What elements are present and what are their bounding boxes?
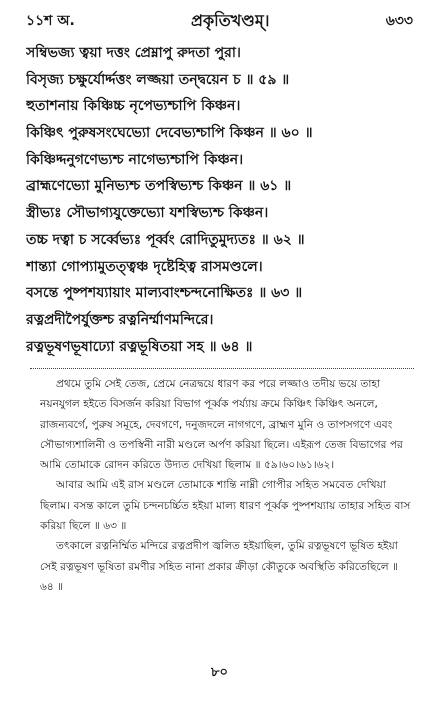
verse-line: ব্রাহ্মণেভ্যো মুনিভ্যশ্চ তপস্বিভ্যশ্চ কিঞ্চন ॥ ৬১ ॥	[26, 178, 292, 195]
sanskrit-verses	[26, 40, 426, 360]
verse-line: বসন্তে পুষ্পশয্যায়াং মাল্যবাংশ্চন্দনোক্ষিতঃ ॥ ৬৩ ॥	[26, 285, 303, 302]
verse-line: হুতাশনায় কিঞ্চিচ্চ নৃপেভ্যশ্চাপি কিঞ্চন।	[26, 98, 241, 115]
translation-paragraph: তৎকালে রত্ননির্ম্মিত মন্দিরে রত্নপ্রদীপ জ্বলিত হইয়াছিল, তুমি রত্নভূষণে ভূষিত হইয়া সেই রত্নভূষণ ভূষিতা রমণীর সহিত নানা প্রকার ক্রীড়া কৌতুকে অবস্থিতি করিতেছিলে ॥ ৬৪ ॥	[40, 540, 398, 593]
translation-paragraph: প্রথমে তুমি সেই তেজ, প্রেমে নেত্রদ্বয়ে ধারণ কর পরে লজ্জাও তদীয় ভয়ে তাহা নয়নযুগল হইতে বিসর্জন করিয়া বিভাগ পূর্ব্বক পর্য্যায় ক্রমে কিঞ্চিৎ কিঞ্চিৎ অনলে, রাজন্যবর্গে, পুরুষ সমূহে, দেবগণে, দনুজদলে নাগগণে, ব্রাহ্মণ মুনি ও তাপসগণে এবং সৌভাগ্যশালিনী ও তপস্বিনী নারী মণ্ডলে অর্পণ করিয়া ছিলে। এইরূপ তেজ বিভাগের পর আমি তোমাকে রোদন করিতে উদ্যত দেখিয়া ছিলাম ॥ ৫৯।৬০।৬১।৬২।	[40, 378, 403, 472]
verse-line: রত্নভূষণভূষাঢ্যো রত্নভূষিতয়া সহ ॥ ৬৪ ॥	[26, 338, 253, 355]
verse-line: কিঞ্চিদ্দনুগণেভ্যশ্চ নাগেভ্যশ্চাপি কিঞ্চন।	[26, 151, 244, 168]
page-number: ৬৩৩	[385, 13, 413, 29]
verse-line: তচ্চ দত্বা চ সর্ব্বেভ্যঃ পূর্ব্বং রোদিতুমুদ্যতঃ ॥ ৬২ ॥	[26, 231, 305, 248]
chapter-label: ১১শ অ.	[26, 13, 75, 29]
verse-line: শান্ত্যা গোপ্যামুতত্ত্বঞ্চ দৃষ্টেহিত্ব রাসমণ্ডলে।	[26, 258, 263, 275]
bengali-translation	[40, 374, 414, 597]
page-title: প্রকৃতিখণ্ডম্।	[191, 10, 270, 30]
verse-line: বিসৃজ্য চক্ষুর্যোর্দ্দত্তং লজ্জয়া তন্দ্বয়েন চ ॥ ৫৯ ॥	[26, 71, 290, 88]
running-header	[26, 6, 413, 36]
verse-line: স্ত্রীভ্যঃ সৌভাগ্যযুক্তেভ্যো যশস্বিভ্যশ্চ কিঞ্চন।	[26, 205, 269, 222]
translation-paragraph: আবার আমি এই রাস মণ্ডলে তোমাকে শান্তি নাম্নী গোপীর সহিত সমবেত দেখিয়া ছিলাম। বসন্ত কালে তুমি চন্দনচর্চ্চিত হইয়া মাল্য ধারণ পূর্ব্বক পুষ্পশয্যায় তাহার সহিত বাস করিয়া ছিলে ॥ ৬৩ ॥	[40, 479, 411, 533]
verse-line: কিঞ্চিৎ পুরুষসংঘেভ্যো দেবেভ্যশ্চাপি কিঞ্চন ॥ ৬০ ॥	[26, 125, 313, 142]
verse-line: রত্নপ্রদীপৈর্যুক্তশ্চ রত্ননির্ম্মাণমন্দিরে।	[26, 311, 214, 328]
verse-line: সম্বিভজ্য ত্বয়া দত্তং প্রেম্নাপু রুদতা পুরা।	[26, 45, 241, 61]
folio-number: ৮০	[211, 665, 228, 680]
section-divider	[30, 368, 414, 369]
